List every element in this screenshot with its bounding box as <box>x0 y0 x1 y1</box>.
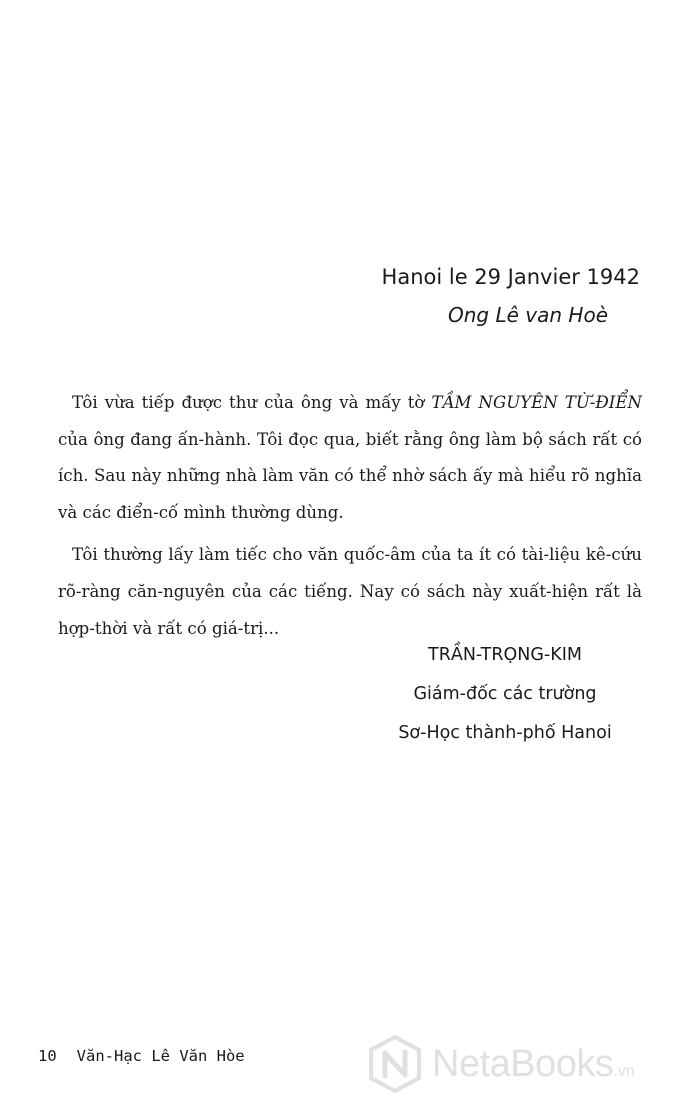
watermark-brand <box>432 1043 635 1086</box>
letter-header <box>382 258 640 334</box>
paragraph-1 <box>58 385 642 531</box>
page-number: 10 <box>38 1047 57 1065</box>
signature-name: TRẦN-TRỌNG-KIM <box>428 645 582 665</box>
letter-date: Hanoi le 29 Janvier 1942 <box>381 265 640 289</box>
watermark-brand-name: NetaBooks <box>432 1042 614 1085</box>
netabooks-logo-icon <box>368 1034 422 1094</box>
running-title: Văn-Hạc Lê Văn Hòe <box>76 1047 245 1065</box>
letter-recipient: Ong Lê van Hoè <box>448 303 608 327</box>
paragraph-1-rest: của ông đang ấn-hành. Tôi đọc qua, biết rằng ông làm bộ sách rất có ích. Sau này những nhà làm văn có thể nhờ sách ấy mà hiểu rõ nghĩa và các điển-cố mình thường dùng. <box>58 429 642 522</box>
page-footer <box>38 1047 245 1065</box>
watermark-suffix: .vn <box>613 1062 635 1080</box>
letter-body <box>58 385 642 647</box>
watermark <box>368 1034 688 1094</box>
signature-block <box>380 636 630 753</box>
paragraph-1-lead: Tôi vừa tiếp được thư của ông và mấy tờ <box>72 393 432 412</box>
book-title: TẦM NGUYÊN TỪ-ĐIỂN <box>431 393 642 412</box>
signature-title-line-2: Sơ-Học thành-phố Hanoi <box>398 723 612 743</box>
signature-title-line-1: Giám-đốc các trường <box>413 684 597 704</box>
paragraph-2: Tôi thường lấy làm tiếc cho văn quốc-âm của ta ít có tài-liệu kê-cứu rõ-ràng căn-nguyên của các tiếng. Nay có sách này xuất-hiện rất là hợp-thời và rất có giá-trị... <box>58 545 642 638</box>
